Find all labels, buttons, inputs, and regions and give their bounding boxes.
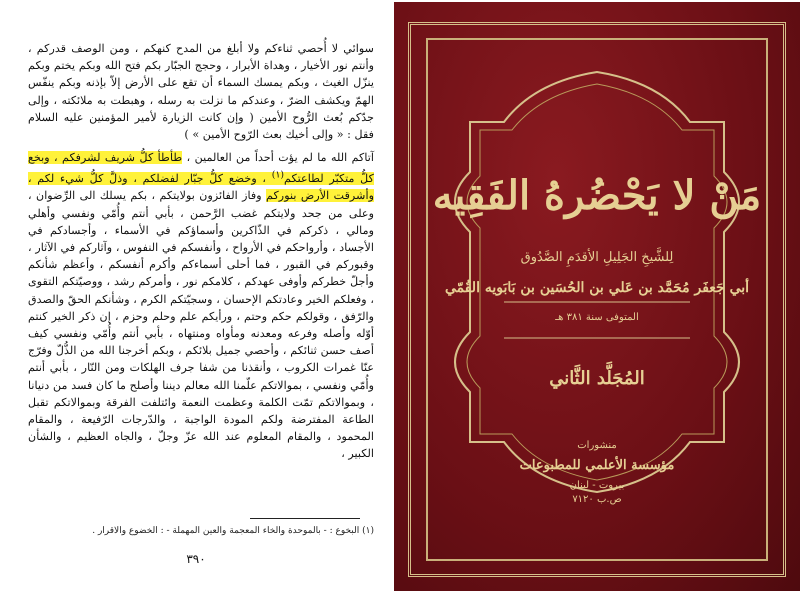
text-run: آتاكم الله ما لم يؤت أحداً من العالمين ،: [182, 151, 374, 165]
text-run: وفاز الفائزون بولايتكم ، بكم يسلك الى الرِّضوان ، وعلى من جحد ولايتكم غضب الرَّحمن ، بأبي أنتم وأُمّي ونفسي وأهلي ومالي ، ذكركم في الذّاكرين وأسماؤكم في الأسماء ، وأجسادكم في الأجساد ، وأرواحكم في الأرواح ، وأنفسكم في النفوس ، وآثاركم في الآثار ، وقبوركم في القبور ، فما أحلى أسماءكم وأكرم أنفسكم ، وأعظم شأنكم وأجلّ خطركم وأوفى عهدكم ، كلامكم نور ، وأمركم رشد ، ووصيّتكم التقوى ، وفعلكم الخير وعادتكم الإحسان ، وسجيّتكم الكرم ، وشأنكم الحقّ والصدق والرّفق ، وقولكم حكم وحتم ، ورأيكم علم وحلم وحزم ، إن ذكر الخير كنتم أوّله وأصله وفرعه ومعدنه ومأواه ومنتهاه ، بأبي أنتم وأُمّي ونفسي كيف أصف حسن ثنائكم ، وأحصي جميل بلائكم ، وبكم أخرجنا الله من الذُّلّ وفرّج عنّا غمرات الكروب ، وأنقذنا من شفا جرف الهلكات ومن النّار ، بأبي أنتم وأُمّي ونفسي ، بموالاتكم علّمنا الله معالم ديننا وأصلح ما كان فسد من دنيانا ، وبموالاتكم تمّت الكلمة وعظمت النعمة وائتلفت الفرقة وبموالاتكم تقبل الطاعة المفترضة ولكم المودة الواجبة ، والدّرجات الرّفيعة ، والمقام المحمود ، والمقام المعلوم عند الله عزّ وجلّ ، والجاه العظيم ، والشأن الكبير ،: [28, 189, 374, 461]
cover-publisher-city: بيروت - لبنان: [569, 480, 625, 491]
page-number: ٣٩٠: [186, 552, 206, 566]
cover-author-line2: أبي جَعفَر مُحَمَّد بن عَلي بن الحُسَين بن بَابَويه القُمّي: [444, 280, 750, 296]
cover-publisher-label: منشورات: [577, 440, 617, 451]
cover-death-date: المتوفى سنة ٣٨١ هـ: [555, 312, 639, 323]
paragraph: [28, 149, 374, 462]
text-run: طأطأ كلُّ شريف لشرفكم ، وبخع كلُّ متكبّر لطاعتكم: [28, 151, 374, 186]
paragraph: سوائي لا أُحصي ثناءكم ولا أبلغ من المدح كنهكم ، ومن الوصف قدركم ، وأنتم نور الأخيار ، وهداة الأبرار ، وحجج الجبّار بكم فتح الله وبكم يختم وبكم ينزّل الغيث ، وبكم يمسك السماء أن تقع على الأرض إلاّ بإذنه وبكم ينفّس الهمّ ويكشف الضرّ ، وعندكم ما نزلت به رسله ، وهبطت به ملائكته ، وإلى جدّكم بُعث الرُّوح الأمين ( وإن كانت الزيارة لأمير المؤمنين عليه السلام فقل : « وإلى أخيك بعث الرّوح الأمين » ): [28, 42, 374, 142]
cover-volume: المُجَلَّد الثَّاني: [549, 368, 645, 389]
footnote-divider: [250, 518, 360, 519]
page-body: [28, 40, 374, 469]
text-run: ، وخضع كلُّ جبّار لفضلكم ، وذلَّ كلُّ شيء لكم ، وأشرقت الأرض بنوركم: [28, 172, 374, 203]
cover-author-line1: لِلشَّيخِ الجَلِيلِ الأقدَمِ الصَّدُوق: [520, 250, 674, 265]
cover-publisher-pobox: ص.ب ٧١٢٠: [572, 494, 622, 505]
cover-title: مَنْ لا يَحْضُرهُ الفَقِيه: [432, 172, 762, 219]
footnote-marker[interactable]: (١): [271, 169, 285, 181]
footnote: (١) البخوع : - بالموحدة والخاء المعجمة والعين المهملة - : الخضوع والاقرار .: [92, 526, 374, 536]
book-cover: [394, 2, 800, 591]
book-page: [0, 0, 392, 591]
cover-publisher-name: مؤسسة الأعلمي للمطبوعات: [519, 458, 675, 473]
